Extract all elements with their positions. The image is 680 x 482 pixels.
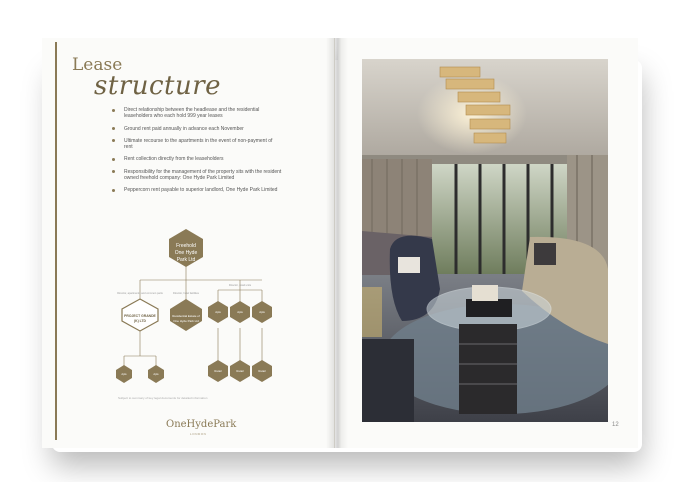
unit-label: Apts: [121, 373, 127, 376]
living-room-illustration: [362, 59, 608, 422]
project-grande-hexagon: [122, 299, 158, 331]
title-structure: structure: [94, 71, 222, 101]
unit-label: Retail: [236, 369, 244, 373]
estate-hexagon: [170, 299, 202, 331]
root-label-line: Park Ltd: [176, 257, 196, 263]
diagram-footnote: Subject to summary of key legal documents for detailed information: [118, 396, 208, 400]
estate-label-line: One Hyde Park Ltd: [173, 319, 199, 323]
root-hexagon: [169, 229, 203, 267]
project-label-line: PROJECT GRANDE: [124, 314, 156, 318]
logo-subtitle: LONDON: [190, 432, 207, 436]
lease-structure-diagram: [110, 228, 290, 396]
unit-label: Apts: [237, 310, 243, 314]
director-labels: [117, 283, 252, 295]
page-gutter: [326, 38, 348, 448]
unit-label: Retail: [214, 369, 222, 373]
bottom-hexagons: [116, 360, 272, 383]
retail-hexagons: [208, 301, 272, 323]
unit-label: Apts: [153, 373, 159, 376]
root-label-line: Freehold: [176, 243, 196, 249]
bullet-item: Direct relationship between the headlease and the residential leaseholders who each hold 999 year leases: [112, 107, 282, 120]
unit-label: Retail: [258, 369, 266, 373]
root-label-line: One Hyde: [174, 250, 198, 256]
director-label: Director, retail units: [228, 284, 252, 287]
bullet-item: Responsibility for the management of the property sits with the resident owned freehold company: One Hyde Park Limited: [112, 169, 282, 182]
accent-line: [55, 42, 57, 440]
director-label: Director, hotel facilities: [173, 292, 199, 295]
bullet-item: Ground rent paid annually in advance each November: [112, 126, 282, 132]
one-hyde-park-logo: OneHydePark: [166, 419, 237, 430]
page-number: 12: [612, 422, 619, 428]
director-label: Director, apartments and common parts: [117, 292, 163, 295]
unit-label: Apts: [215, 310, 221, 314]
bullet-list: [112, 107, 282, 200]
interior-photo: [362, 59, 608, 422]
bullet-item: Rent collection directly from the leaseholders: [112, 156, 282, 162]
title-lease: Lease: [72, 55, 123, 75]
bullet-item: Ultimate recourse to the apartments in the event of non-payment of rent: [112, 138, 282, 151]
project-label-line: (K) LTD: [134, 319, 146, 323]
unit-label: Apts: [259, 310, 265, 314]
bullet-item: Peppercorn rent payable to superior landlord, One Hyde Park Limited: [112, 187, 282, 193]
estate-label-line: Residential Estate of: [172, 314, 200, 318]
